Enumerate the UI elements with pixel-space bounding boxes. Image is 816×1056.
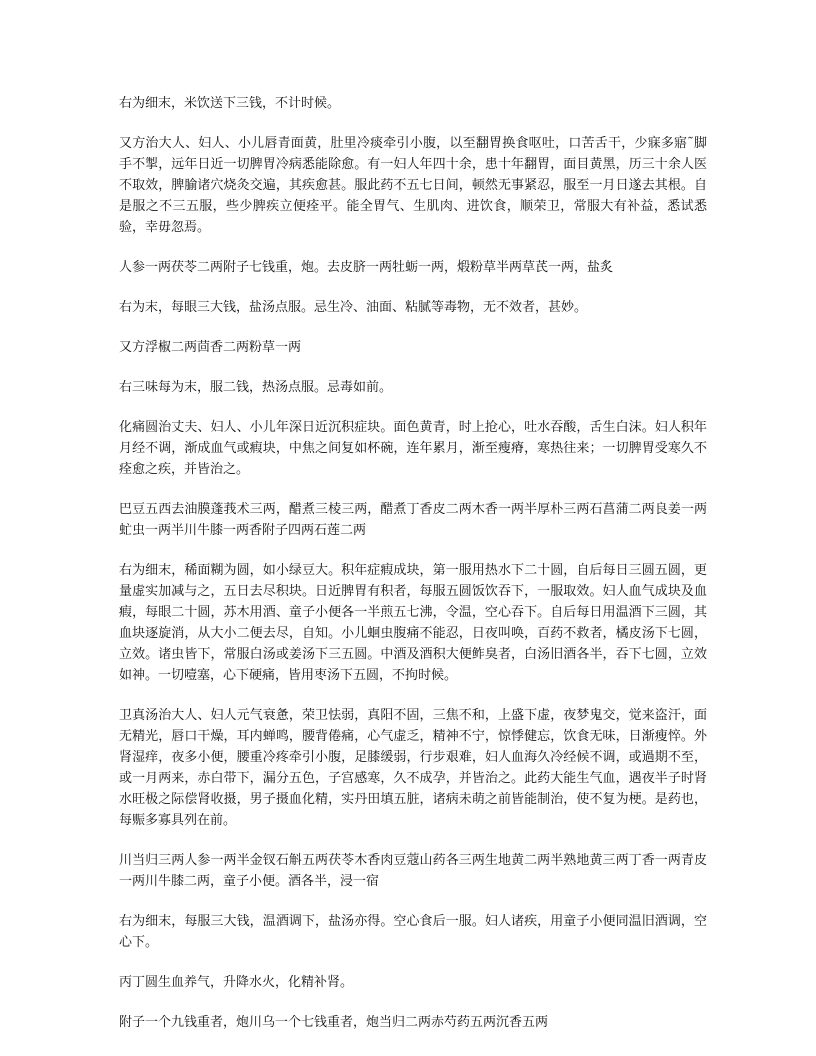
paragraph-formula-description-2: 化痛圆治丈夫、妇人、小儿年深日近沉积症块。面色黄青，时上抢心，吐水吞酸，舌生白沫。妇人积年月经不调，渐成血气或瘕块，中焦之间复如杯碗，连年累月，渐至瘦瘠，寒热往来；一切脾胃受寒久不痊愈之疾，并皆治之。 — [119, 420, 707, 477]
paragraph-ingredients-1: 人参一两茯苓二两附子七钱重，炮。去皮脐一两牡蛎一两，煅粉草半两草芪一两，盐炙 — [119, 260, 614, 275]
paragraph-ingredients-3: 巴豆五西去油膜蓬莪术三两，醋煮三棱三两，醋煮丁香皮二两木香一两半厚朴三两石菖蒲二两良姜一两虻虫一两半川牛膝一两香附子四两石莲二两 — [119, 502, 707, 538]
paragraph-ingredients-4: 川当归三两人参一两半金钗石斛五两茯苓木香肉豆蔻山药各三两生地黄二两半熟地黄三两丁香一两青皮一两川牛膝二两，童子小便。酒各半，浸一宿 — [119, 853, 707, 889]
paragraph-ingredients-2: 又方浮椒二两茴香二两粉草一两 — [119, 340, 302, 355]
paragraph-formula-description-1: 又方治大人、妇人、小儿唇青面黄，肚里冷痰牵引小腹，以至翻胃换食呕吐，口苦舌干，少寐多寤˜脚手不掣，远年日近一切脾胃冷病悉能除愈。有一妇人年四十余，患十年翻胃，面目黄黑，历三十余人医不取效，脾腧诸穴烧灸交遍，其疾愈甚。服此药不五七日间，顿然无事紧忍，服至一月日遂去其根。自是服之不三五服，些少脾疾立便痊平。能全胃气、生肌肉、进饮食，顺荣卫，常服大有补益，悉试悉验，幸毋忽焉。 — [119, 136, 707, 235]
paragraph-instruction-1: 右为细末，米饮送下三钱，不计时候。 — [119, 96, 341, 111]
paragraph-formula-description-3: 卫真汤治大人、妇人元气衰惫，荣卫怯弱，真阳不固，三焦不和，上盛下虚，夜梦鬼交，觉来盗汗，面无精光，唇口干燥，耳内蝉鸣，腰背倦痛，心气虚乏，精神不宁，惊悸健忘，饮食无味，日渐瘦悴。外肾湿痒，夜多小便，腰重冷疼牵引小腹，足膝缓弱，行步艰难，妇人血海久冷经候不调，或過期不至，或一月两来，赤白带下，漏分五色，子宫感寒，久不成孕，并皆治之。此药大能生气血，遇夜半子时肾水旺极之际偿肾收摄，男子摄血化精，实丹田填五脏，诸病未萌之前皆能制治，使不复为梗。是药也，每赈多寡具列在前。 — [119, 708, 707, 828]
paragraph-instruction-3: 右三味每为末，服二钱，热汤点服。忌毒如前。 — [119, 380, 393, 395]
paragraph-instruction-5: 右为细末，每服三大钱，温酒调下，盐汤亦得。空心食后一服。妇人诸疾，用童子小便同温旧酒调，空心下。 — [119, 914, 707, 950]
document-page — [119, 93, 707, 1052]
paragraph-formula-description-4: 丙丁圆生血养气，升降水火，化精补肾。 — [119, 975, 354, 990]
paragraph-ingredients-5: 附子一个九钱重者，炮川乌一个七钱重者，炮当归二两赤芍药五两沉香五两 — [119, 1015, 549, 1030]
paragraph-instruction-4: 右为细末，稀面糊为圆，如小绿豆大。积年症瘕成块，第一服用热水下二十圆，自后每日三圆五圆，更量虚实加减与之，五日去尽积块。日近脾胃有积者，每服五圆饭饮吞下，一服取效。妇人血气成块及血瘕，每眼二十圆，苏木用酒、童子小便各一半煎五七沸，令温，空心吞下。自后每日用温酒下三圆，其血块逐旋消，从大小二便去尽，自知。小儿蛔虫腹痛不能忍，日夜叫唤，百药不救者，橘皮汤下七圆，立效。诸虫皆下，常服白汤或姜汤下三五圆。中酒及酒积大便鲊臭者，白汤旧酒各半，吞下七圆，立效如神。一切噎塞，心下硬痛，皆用枣汤下五圆，不拘时候。 — [119, 563, 707, 683]
paragraph-instruction-2: 右为末，每眼三大钱，盐汤点服。忌生冷、油面、粘腻等毒物，无不效者，甚妙。 — [119, 300, 588, 315]
